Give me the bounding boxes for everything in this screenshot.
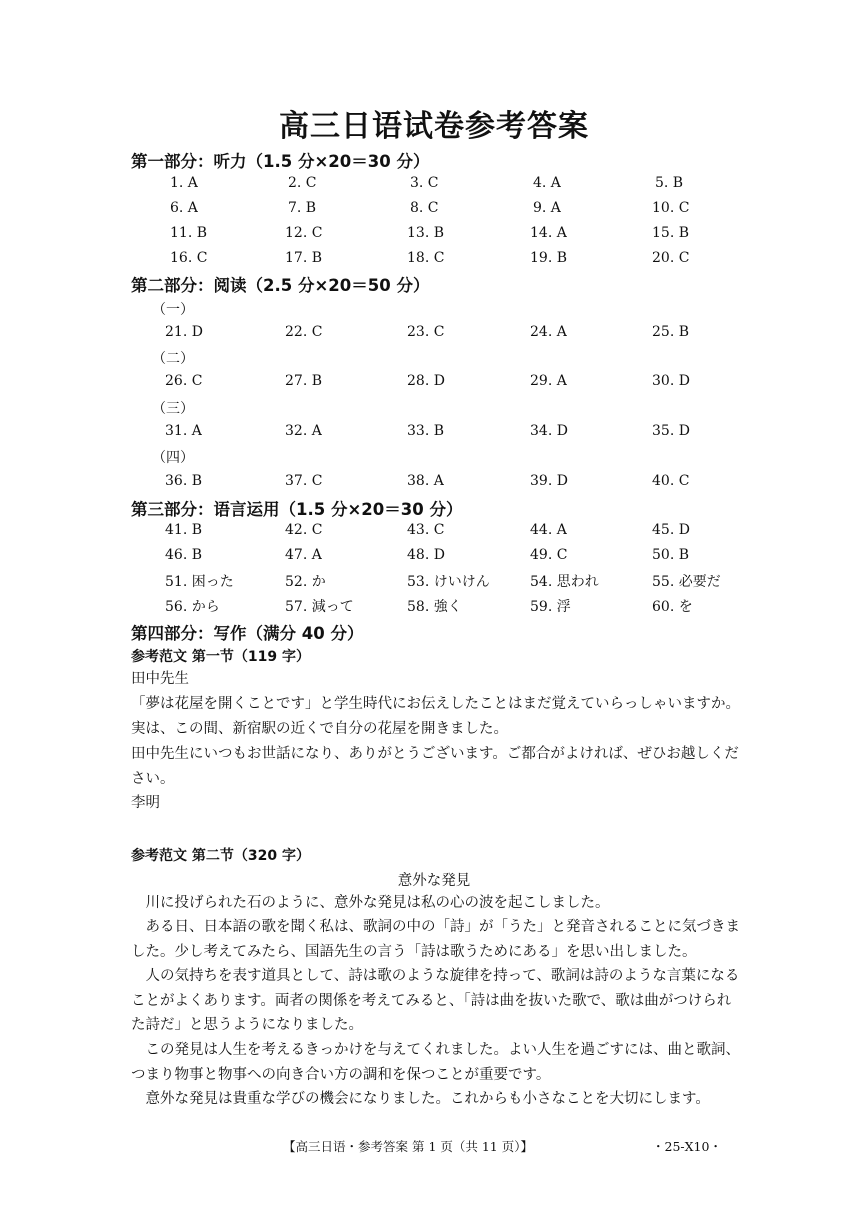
answer: 19. B	[530, 250, 568, 266]
answer: 36. B	[165, 473, 203, 489]
answer: 27. B	[285, 373, 323, 389]
answer: 35. D	[652, 423, 690, 439]
answer-row	[0, 423, 868, 443]
answer: 4. A	[533, 175, 561, 191]
answer-row	[0, 571, 868, 591]
answer: 42. C	[285, 522, 323, 538]
answer: 37. C	[285, 473, 323, 489]
sample2-heading: 参考范文 第二节（320 字）	[131, 848, 310, 864]
group-label: （三）	[152, 401, 194, 417]
answer: 20. C	[652, 250, 690, 266]
part1-heading: 第一部分：听力（1.5 分×20＝30 分）	[131, 152, 430, 171]
answer: 16. C	[170, 250, 208, 266]
essay-paragraph: 川に投げられた石のように、意外な発見は私の心の波を起こしました。	[145, 895, 610, 911]
answer: 59. 浮	[530, 599, 571, 615]
answer-row	[0, 175, 868, 195]
answer: 24. A	[530, 324, 567, 340]
page-title: 高三日语试卷参考答案	[279, 109, 589, 144]
answer-row	[0, 200, 868, 220]
essay-title: 意外な発見	[397, 873, 471, 889]
sample1-heading: 参考范文 第一节（119 字）	[131, 649, 310, 665]
answer: 5. B	[655, 175, 684, 191]
answer: 50. B	[652, 547, 690, 563]
sample1-signature: 李明	[131, 795, 160, 811]
answer: 49. C	[530, 547, 568, 563]
answer: 3. C	[410, 175, 439, 191]
sample1-salutation: 田中先生	[131, 671, 189, 687]
answer: 6. A	[170, 200, 198, 216]
answer-row	[0, 547, 868, 567]
answer: 26. C	[165, 373, 203, 389]
answer: 1. A	[170, 175, 198, 191]
answer: 25. B	[652, 324, 690, 340]
answer: 15. B	[652, 225, 690, 241]
part3-heading: 第三部分：语言运用（1.5 分×20＝30 分）	[131, 500, 463, 519]
answer: 48. D	[407, 547, 445, 563]
sample1-paragraph: 「夢は花屋を開くことです」と学生時代にお伝えしたことはまだ覚えていらっしゃいますか。実は、この間、新宿駅の近くで自分の花屋を開きました。	[131, 696, 740, 737]
answer: 39. D	[530, 473, 568, 489]
answer: 46. B	[165, 547, 203, 563]
essay-paragraph: ある日、日本語の歌を聞く私は、歌詞の中の「詩」が「うた」と発音されることに気づきました。少し考えてみたら、国語先生の言う「詩は歌うためにある」を思い出しました。	[131, 919, 740, 960]
answer: 13. B	[407, 225, 445, 241]
answer: 33. B	[407, 423, 445, 439]
answer: 43. C	[407, 522, 445, 538]
answer: 11. B	[170, 225, 208, 241]
answer: 17. B	[285, 250, 323, 266]
answer: 47. A	[285, 547, 322, 563]
answer: 53. けいけん	[407, 574, 490, 590]
essay-paragraph: この発見は人生を考えるきっかけを与えてくれました。よい人生を過ごすには、曲と歌詞、つまり物事と物事への向き合い方の調和を保つことが重要です。	[131, 1042, 740, 1083]
answer: 23. C	[407, 324, 445, 340]
answer-row	[0, 373, 868, 393]
answer-row	[0, 473, 868, 493]
group-label: （二）	[152, 351, 194, 367]
essay-paragraph: 人の気持ちを表す道具として、詩は歌のような旋律を持って、歌詞は詩のような言葉になることがよくあります。両者の関係を考えてみると、「詩は曲を抜いた歌で、歌は曲がつけられた詩だ」と思うようになりました。	[131, 968, 740, 1033]
answer: 52. か	[285, 574, 326, 590]
answer-row	[0, 522, 868, 542]
sample1-paragraph: 田中先生にいつもお世話になり、ありがとうございます。ご都合がよければ、ぜひお越しください。	[131, 746, 739, 787]
group-label: （一）	[152, 302, 194, 318]
answer: 18. C	[407, 250, 445, 266]
answer: 41. B	[165, 522, 203, 538]
answer: 34. D	[530, 423, 568, 439]
answer: 40. C	[652, 473, 690, 489]
answer: 31. A	[165, 423, 202, 439]
answer: 10. C	[652, 200, 690, 216]
answer: 8. C	[410, 200, 439, 216]
answer: 30. D	[652, 373, 690, 389]
answer: 57. 減って	[285, 599, 354, 615]
answer: 56. から	[165, 599, 220, 615]
answer-row	[0, 225, 868, 245]
answer: 55. 必要だ	[652, 574, 721, 590]
answer: 9. A	[533, 200, 561, 216]
answer-row	[0, 324, 868, 344]
answer: 28. D	[407, 373, 445, 389]
answer: 60. を	[652, 599, 693, 615]
answer: 32. A	[285, 423, 322, 439]
answer: 44. A	[530, 522, 567, 538]
part2-heading: 第二部分：阅读（2.5 分×20＝50 分）	[131, 276, 430, 295]
group-label: （四）	[152, 450, 194, 466]
page-code: ・25-X10・	[652, 1139, 722, 1154]
answer-row	[0, 250, 868, 270]
part4-heading: 第四部分：写作（满分 40 分）	[131, 624, 364, 643]
answer: 14. A	[530, 225, 567, 241]
page-footer: 【高三日语・参考答案 第 1 页（共 11 页）】	[283, 1139, 533, 1154]
answer: 21. D	[165, 324, 203, 340]
answer: 12. C	[285, 225, 323, 241]
answer: 51. 困った	[165, 574, 234, 590]
answer: 58. 強く	[407, 599, 462, 615]
answer: 54. 思われ	[530, 574, 599, 590]
answer: 22. C	[285, 324, 323, 340]
answer: 29. A	[530, 373, 567, 389]
answer: 2. C	[288, 175, 317, 191]
answer-row	[0, 596, 868, 616]
answer: 45. D	[652, 522, 690, 538]
answer: 38. A	[407, 473, 444, 489]
answer: 7. B	[288, 200, 317, 216]
essay-paragraph: 意外な発見は貴重な学びの機会になりました。これからも小さなことを大切にします。	[145, 1091, 710, 1107]
